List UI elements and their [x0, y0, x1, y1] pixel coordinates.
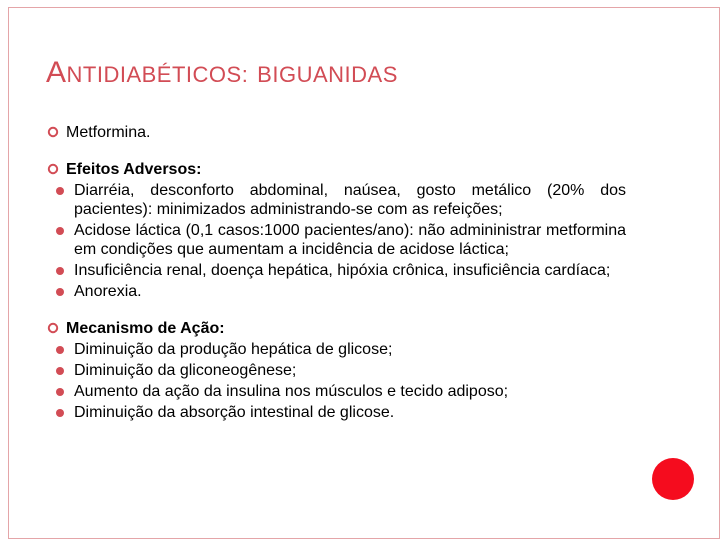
bullet-list — [46, 123, 626, 422]
bullet-marker-icon — [46, 162, 60, 176]
bullet-text: Mecanismo de Ação: — [66, 320, 225, 337]
sub-bullet-list — [46, 181, 626, 301]
sub-bullet-dot-icon — [56, 187, 64, 195]
bullet-marker-icon — [46, 321, 60, 335]
slide-title — [46, 56, 398, 92]
sub-bullet-dot-icon — [56, 227, 64, 235]
sub-bullet-text: Diminuição da absorção intestinal de glicose. — [74, 404, 395, 421]
sub-bullet-item — [46, 361, 626, 380]
title-colon: : — [241, 62, 249, 87]
title-subtitle: BIGUANIDAS — [257, 62, 398, 87]
sub-bullet-text: Aumento da ação da insulina nos músculos e tecido adiposo; — [74, 383, 509, 400]
sub-bullet-dot-icon — [56, 388, 64, 396]
sub-bullet-item — [46, 340, 626, 359]
red-circle-decoration — [652, 458, 694, 500]
sub-bullet-item — [46, 181, 626, 219]
sub-bullet-text: Acidose láctica (0,1 casos:1000 pacientes/ano): não admininistrar metformina em condições que aumentam a incidência de acidose láctica; — [74, 222, 626, 258]
sub-bullet-text: Diarréia, desconforto abdominal, naúsea, gosto metálico (20% dos pacientes): minimizados administrando-se com as refeições; — [74, 182, 626, 218]
sub-bullet-item — [46, 282, 626, 301]
sub-bullet-item — [46, 382, 626, 401]
sub-bullet-text: Anorexia. — [74, 283, 142, 300]
sub-bullet-dot-icon — [56, 288, 64, 296]
bullet-item — [46, 123, 626, 142]
bullet-item — [46, 319, 626, 338]
sub-bullet-dot-icon — [56, 267, 64, 275]
sub-bullet-item — [46, 261, 626, 280]
sub-bullet-text: Diminuição da gliconeogênese; — [74, 362, 297, 379]
sub-bullet-text: Diminuição da produção hepática de glicose; — [74, 341, 393, 358]
sub-bullet-dot-icon — [56, 367, 64, 375]
bullet-item — [46, 160, 626, 179]
bullet-marker-icon — [46, 125, 60, 139]
sub-bullet-item — [46, 403, 626, 422]
sub-bullet-dot-icon — [56, 409, 64, 417]
sub-bullet-text: Insuficiência renal, doença hepática, hipóxia crônica, insuficiência cardíaca; — [74, 262, 611, 279]
sub-bullet-list — [46, 340, 626, 422]
bullet-text: Metformina. — [66, 124, 151, 141]
bullet-text: Efeitos Adversos: — [66, 161, 202, 178]
title-initial: A — [46, 56, 67, 89]
sub-bullet-item — [46, 221, 626, 259]
sub-bullet-dot-icon — [56, 346, 64, 354]
title-main: NTIDIABÉTICOS — [66, 62, 242, 87]
